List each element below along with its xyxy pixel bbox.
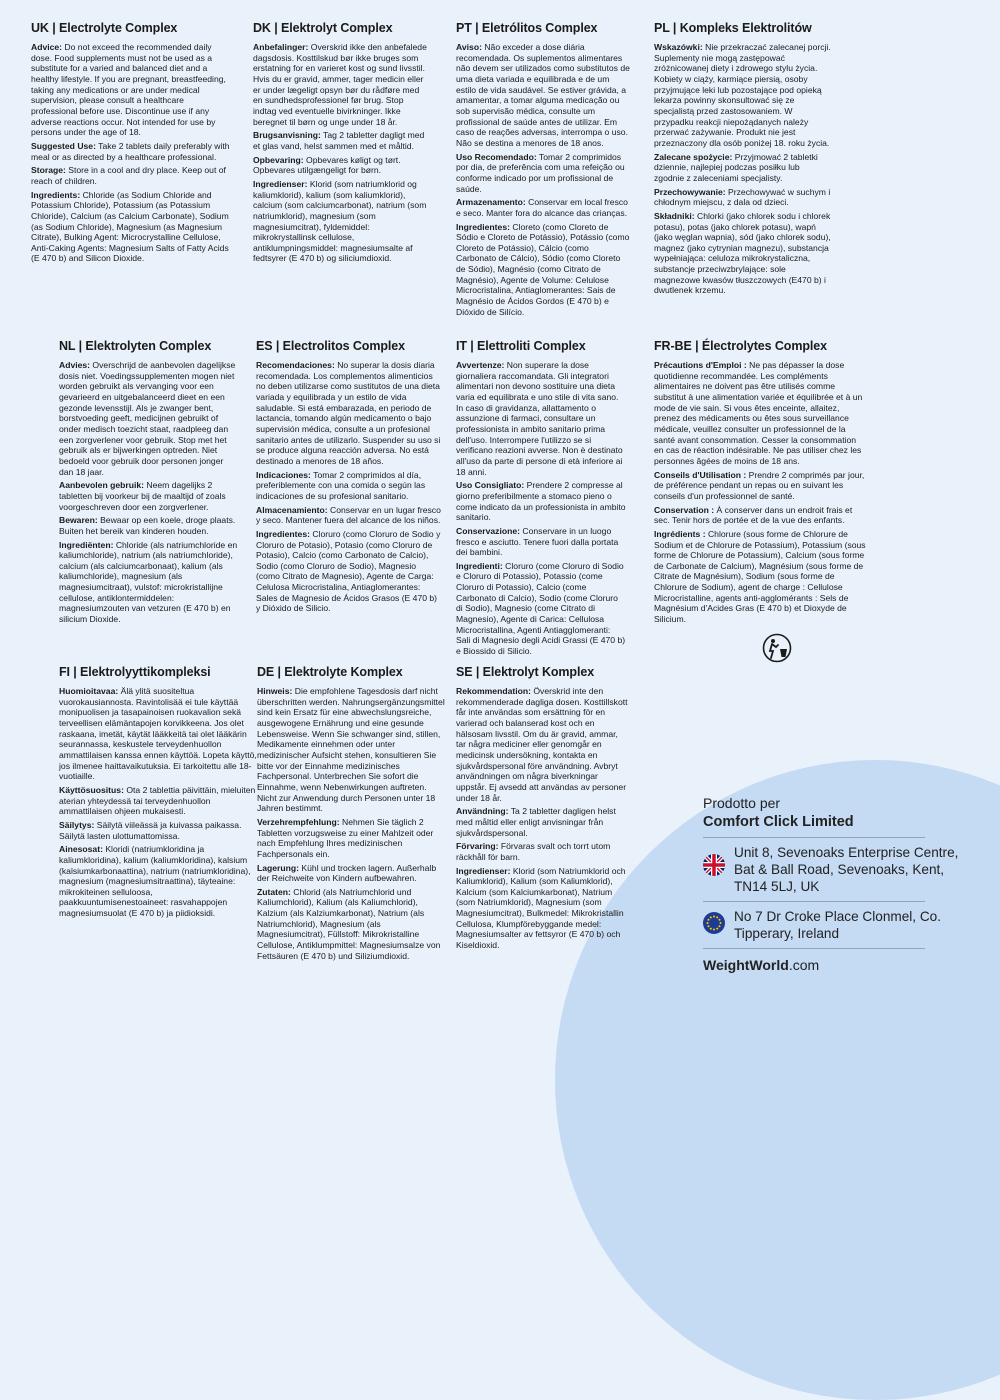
advice-paragraph: Rekommendation: Överskrid inte den rekommenderade dagliga dosen. Kosttillskott får inte användas som ersättning för en varierad och balanserad kost och en hälsosam livsstil. Om du är gravid, ammar, tar några mediciner eller genomgår en medicinsk undersökning, kontakta en sjukvårdspersonal före användning. Avbryt användningen om några biverkningar uppstår. Ej avsedd att användas av personer under 18 år.: [456, 686, 628, 803]
storage-paragraph: Conservation : À conserver dans un endroit frais et sec. Tenir hors de portée et de la vue des enfants.: [654, 504, 853, 526]
divider: [703, 901, 925, 902]
storage-paragraph: Förvaring: Förvaras svalt och torrt utom räckhåll för barn.: [456, 841, 611, 862]
ingredients-paragraph: Ainesosat: Kloridi (natriumkloridina ja kaliumkloridina), kalium (kaliumkloridina), kalsium (kalsiumkarbonaattina), natrium (natriumkloridina), magnesium (magnesiumsitraattina), täyteaine: mikrokiteinen selluloosa, paakkuuntumisenestoaineet: rasvahappojen magnesiumsuolat (E 470 b) ja piidioksidi.: [59, 844, 251, 919]
eu-flag-icon: [703, 912, 725, 934]
block-frbe: [654, 339, 866, 663]
ie-address: No 7 Dr Croke Place Clonmel, Co. Tipperary, Ireland: [734, 909, 941, 941]
storage-paragraph: Lagerung: Kühl und trocken lagern. Außerhalb der Reichweite von Kindern aufbewahren.: [257, 862, 437, 884]
use-paragraph: Aanbevolen gebruik: Neem dagelijks 2 tabletten bij voorkeur bij de maaltijd of zoals voorgeschreven door een zorgverlener.: [59, 480, 226, 512]
storage-paragraph: Säilytys: Säilytä viileässä ja kuivassa paikassa. Säilytä lasten ulottumattomissa.: [59, 819, 242, 841]
advice-paragraph: Advies: Overschrijd de aanbevolen dagelijkse dosis niet. Voedingssupplementen mogen niet worden gebruikt als vervanging voor een gevarieerd en uitgebalanceerd dieet en een gezonde levensstijl. Als je zwanger bent, borstvoeding geeft, medicijnen gebruikt of onder medisch toezicht staat, raadpleeg dan een zorgverlener voor gebruik. Stop met het gebruik als er bijwerkingen optreden. Niet bedoeld voor gebruik door personen jonger dan 18 jaar.: [59, 360, 236, 477]
ingredients-paragraph: Ingrediënten: Chloride (als natriumchloride en kaliumchloride), natrium (als natriumchloride), calcium (als calciumcarbonaat), kalium (als kaliumchloride), magnesium (als magnesiumcitraat), vulstof: microkristallijne cellulose, antiklontermiddelen: magnesiumzouten van vetzuren (E 470 b) en silicium Dioxide.: [59, 539, 238, 625]
producer-company: Comfort Click Limited: [703, 814, 854, 830]
use-paragraph: Uso Consigliato: Prendere 2 compresse al giorno preferibilmente a stomaco pieno o come indicato da un professionista in ambito sanitario.: [456, 480, 626, 523]
block-title: SE | Elektrolyt Komplex: [456, 665, 595, 679]
ingredients-paragraph: Składniki: Chlorki (jako chlorek sodu i chlorek potasu), potas (jako chlorek potasu), wapń (jako węglan wapnia), sód (jako chlorek sodu), magnez (jako cytrynian magnezu), substancja wypełniająca: celuloza mikrokrystaliczna, substancje przeciwzbrylające: sole magnezowe kwasów tłuszczowych (E470 b) i dwutlenek krzemu.: [654, 210, 831, 296]
block-title: DE | Elektrolyte Komplex: [257, 665, 403, 679]
block-title: UK | Electrolyte Complex: [31, 21, 178, 35]
producer-intro: Prodotto per: [703, 795, 781, 811]
use-paragraph: Käyttösuositus: Ota 2 tablettia päivittäin, mieluiten aterian yhteydessä tai terveydenhuollon ammattilaisen ohjeen mukaisesti.: [59, 784, 256, 817]
uk-address: Unit 8, Sevenoaks Enterprise Centre, Bat & Ball Road, Sevenoaks, Kent, TN14 5LJ, UK: [734, 845, 959, 894]
divider: [703, 837, 925, 838]
storage-paragraph: Armazenamento: Conservar em local fresco e seco. Manter fora do alcance das crianças.: [456, 197, 628, 218]
advice-paragraph: Advice: Do not exceed the recommended daily dose. Food supplements must not be used as a substitute for a varied and balanced diet and a healthy lifestyle. If you are pregnant, breastfeeding, taking any medications or are under medical supervision, please consult a healthcare professional before use. Discontinue use if any adverse reactions occur. Not intended for use by persons under the age of 18.: [31, 42, 226, 138]
ingredients-paragraph: Ingredienser: Klorid (som Natriumklorid och Kaliumklorid), Kalium (som Kaliumklorid), Kalcium (som Kalciumkarbonat), Natrium (som Natriumklorid), Magnesium (som Magnesiumcitrat), Bulkmedel: Mikrokristallin Cellulosa, Klumpförebyggande medel: Magnesiumsalter av fettsyror (E 470 b) och Kiseldioxid.: [456, 865, 626, 951]
ingredients-paragraph: Ingredienti: Cloruro (come Cloruro di Sodio e Cloruro di Potassio), Potassio (come Cloruro di Potassio), Calcio (come Carbonato di Calcio), Sodio (come Cloruro di Sodio), Magnesio (come Citrato di Magnesio), Agente di Carica: Cellulosa Microcristallina, Agenti Antiagglomeranti: Sali di Magnesio degli Acidi Grassi (E 470 b) e Biossido di Silicio.: [456, 560, 626, 657]
block-title: DK | Elektrolyt Complex: [253, 21, 393, 35]
advice-paragraph: Recomendaciones: No superar la dosis diaria recomendada. Los complementos alimenticios no deben utilizarse como sustitutos de una dieta variada y equilibrada y un estilo de vida saludable. Si está embarazada, en periodo de lactancia, tomando algún medicamento o bajo supervisión médica, consulte a un profesional sanitario antes de utilizarlo. Suspender su uso si se produce alguna reacción adversa. No está destinado a menores de 18 años.: [256, 360, 441, 466]
use-paragraph: Uso Recomendado: Tomar 2 comprimidos por dia, de preferência com uma refeição ou conforme indicado por um profissional de saúde.: [456, 151, 625, 194]
block-uk: [31, 21, 231, 267]
block-title: IT | Elettroliti Complex: [456, 339, 586, 353]
storage-paragraph: Conservazione: Conservare in un luogo fresco e asciutto. Tenere fuori dalla portata dei bambini.: [456, 525, 619, 558]
block-pt: [456, 21, 631, 320]
producer-info: [703, 795, 973, 973]
block-es: [256, 339, 441, 617]
recycle-person-icon: [762, 633, 792, 663]
block-dk: [253, 21, 428, 267]
storage-paragraph: Storage: Store in a cool and dry place. Keep out of reach of children.: [31, 165, 226, 186]
storage-paragraph: Opbevaring: Opbevares køligt og tørt. Opbevares utilgængeligt for børn.: [253, 154, 401, 176]
use-paragraph: Brugsanvisning: Tag 2 tabletter dagligt med et glas vand, helst sammen med et måltid.: [253, 130, 425, 151]
block-it: [456, 339, 626, 660]
block-de: [257, 665, 445, 964]
ie-address-row: [703, 908, 973, 942]
block-nl: [59, 339, 239, 628]
block-title: PT | Eletrólitos Complex: [456, 21, 598, 35]
divider: [703, 948, 925, 949]
advice-paragraph: Wskazówki: Nie przekraczać zalecanej porcji. Suplementy nie mogą zastępować zróżnicowanej diety i zdrowego stylu życia. Kobiety w ciąży, karmiące piersią, osoby przyjmujące leki lub pozostające pod opieką lekarza powinny skonsultować się ze specjalistą przed zastosowaniem. W przypadku reakcji niepożądanych należy przerwać zażywanie. Produkt nie jest przeznaczony dla osób poniżej 18. roku życia.: [654, 42, 831, 148]
ingredients-paragraph: Ingredienser: Klorid (som natriumklorid og kaliumklorid), kalium (som kaliumklorid), calcium (som calciumcarbonat), natrium (som natriumklorid), magnesium (som magnesiumcitrat), fyldemiddel: mikrokrystallinsk cellulose, antiklumpningsmiddel: magnesiumsalte af fedtsyrer (E 470 b) og siliciumdioxid.: [253, 178, 427, 264]
uk-flag-icon: [703, 854, 725, 876]
use-paragraph: Conseils d'Utilisation : Prendre 2 comprimés par jour, de préférence pendant un repas ou en suivant les conseils d'un professionnel de santé.: [654, 469, 865, 501]
block-title: FR-BE | Électrolytes Complex: [654, 339, 827, 353]
block-title: FI | Elektrolyyttikompleksi: [59, 665, 211, 679]
use-paragraph: Indicaciones: Tomar 2 comprimidos al día, preferiblemente con una comida o según las indicaciones de su profesional sanitario.: [256, 469, 426, 501]
advice-paragraph: Anbefalinger: Overskrid ikke den anbefalede dagsdosis. Kosttilskud bør ikke bruges som erstatning for en varieret kost og sund livsstil. Hvis du er gravid, ammer, tager medicin eller er under lægeligt opsyn bør du rådføre med en sundhedsprofessionel før brug. Stop indtag ved eventuelle bivirkninger. Ikke beregnet til børn og unge under 18 år.: [253, 42, 427, 127]
advice-paragraph: Précautions d'Emploi : Ne pas dépasser la dose quotidienne recommandée. Les compléments alimentaires ne doivent pas être utilisés comme substitut à une alimentation variée et équilibrée et à un mode de vie sain. Si vous êtes enceinte, allaitez, prenez des médicaments ou êtes sous surveillance médicale, veuillez consulter un professionnel de la santé avant consommation. Cesser la consommation en cas de réaction indésirable. Ne pas utiliser chez les personnes âgées de moins de 18 ans.: [654, 360, 863, 466]
ingredients-paragraph: Ingredientes: Cloruro (como Cloruro de Sodio y Cloruro de Potasio), Potasio (como Cloruro de Potasio), Calcio (como Carbonato de Calcio), Sodio (como Cloruro de Sodio), Magnesio (como Citrato de Magnesio), Agente de Carga: Celulosa Microcristalina, Antiaglomerantes: Sales de Magnesio de Ácidos Grasos (E 470 b) y Dióxido de Silicio.: [256, 528, 441, 614]
ingredients-paragraph: Ingredientes: Cloreto (como Cloreto de Sódio e Cloreto de Potássio), Potássio (como Cloreto de Potássio), Cálcio (como Carbonato de Cálcio), Sódio (como Cloreto de Sódio), Magnésio (como Citrato de Magnésio), Agente de Volume: Celulose Microcristalina, Antiaglomerantes: Sais de Magnésio de Ácidos Gordos (E 470 b) e Dióxido de Silício.: [456, 221, 630, 317]
block-title: ES | Electrolitos Complex: [256, 339, 405, 353]
use-paragraph: Zalecane spożycie: Przyjmować 2 tabletki dziennie, najlepiej podczas posiłku lub zgodnie z zaleceniami specjalisty.: [654, 151, 818, 183]
use-paragraph: Användning: Ta 2 tabletter dagligen helst med måltid eller enligt anvisningar från sjukvårdspersonal.: [456, 806, 616, 838]
ingredients-paragraph: Ingredients: Chloride (as Sodium Chloride and Potassium Chloride), Potassium (as Potassium Chloride), Calcium (as Calcium Carbonate), Sodium (as Sodium Chloride), Magnesium (as Magnesium Citrate), Bulking Agent: Microcrystalline Cellulose, Anti-Caking Agents: Magnesium Salts of Fatty Acids (E 470 b) and Silicon Dioxide.: [31, 189, 229, 264]
use-paragraph: Verzehrempfehlung: Nehmen Sie täglich 2 Tabletten vorzugsweise zu einer Mahlzeit oder nach Empfehlung Ihres medizinischen Fachpersonals ein.: [257, 816, 434, 859]
storage-paragraph: Bewaren: Bewaar op een koele, droge plaats. Buiten het bereik van kinderen houden.: [59, 515, 236, 536]
advice-paragraph: Huomioitavaa: Älä ylitä suositeltua vuorokausiannosta. Ravintolisää ei tule käyttää monipuolisen ja tasapainoisen ruokavalion sekä terveellisen elämäntapojen korvikkeena. Jos olet raskaana, imetät, käytät lääkkeitä tai olet lääkärin seurannassa, keskustele terveydenhuollon ammattilaisen kanssa ennen käyttöä. Lopeta käyttö, jos ilmenee haittavaikutuksia. Ei tarkoitettu alle 18-vuotiaille.: [59, 686, 257, 782]
advice-paragraph: Avvertenze: Non superare la dose giornaliera raccomandata. Gli integratori alimentari non devono sostituire una dieta varia ed equilibrata e uno stile di vita sano. In caso di gravidanza, allattamento o assunzione di farmaci, consultare un professionista in ambito sanitario prima dell'uso. Interrompere l'utilizzo se si verificano reazioni avverse. Non è destinato all'uso da parte di persone di età inferiore ai 18 anni.: [456, 360, 623, 477]
brand-website: WeightWorld.com: [703, 957, 820, 973]
use-paragraph: Suggested Use: Take 2 tablets daily preferably with meal or as directed by a healthcare professional.: [31, 140, 230, 162]
block-title: NL | Elektrolyten Complex: [59, 339, 212, 353]
ingredients-paragraph: Zutaten: Chlorid (als Natriumchlorid und Kaliumchlorid), Kalium (als Kaliumchlorid), Kalzium (als Kalziumkarbonat), Natrium (als Natriumchlorid), Magnesium (als Magnesiumcitrat), Füllstoff: Mikrokristalline Cellulose, Antiklumpmittel: Magnesiumsalze von Fettsäuren (E 470 b) und Siliziumdioxid.: [257, 886, 441, 961]
advice-paragraph: Hinweis: Die empfohlene Tagesdosis darf nicht überschritten werden. Nahrungsergänzungsmittel sind kein Ersatz für eine abwechslungsreiche, ausgewogene Ernährung und eine gesunde Lebensweise. Wenn Sie schwanger sind, stillen, Medikamente einnehmen oder unter medizinischer Aufsicht stehen, konsultieren Sie bitte vor der Einnahme medizinisches Fachpersonal. Unterbrechen Sie sofort die Einnahme, wenn Nebenwirkungen auftreten. Nicht zur Anwendung durch Personen unter 18 Jahren bestimmt.: [257, 686, 445, 814]
storage-paragraph: Przechowywanie: Przechowywać w suchym i chłodnym miejscu, z dala od dzieci.: [654, 186, 831, 208]
advice-paragraph: Aviso: Não exceder a dose diária recomendada. Os suplementos alimentares não devem ser utilizados como substitutos de uma dieta variada e equilibrada e de um estilo de vida saudável. Se estiver grávida, a amamentar, a tomar alguma medicação ou sob supervisão médica, consulte um profissional de saúde antes de utilizar. Em caso de reações adversas, interrompa o uso. Não se destina a menores de 18 anos.: [456, 42, 630, 148]
block-pl: [654, 21, 831, 299]
block-fi: [59, 665, 259, 922]
block-se: [456, 665, 628, 954]
ingredients-paragraph: Ingrédients : Chlorure (sous forme de Chlorure de Sodium et de Chlorure de Potassium), Potassium (sous forme de Chlorure de Potassium), Calcium (sous forme de Carbonate de Calcium), Magnésium (sous forme de Citrate de Magnésium), Sodium (sous forme de Chlorure de Sodium), agent de charge : Cellulose Microcristalline, agents anti-agglomérants : Sels de Magnésium d'Acides Gras (E 470 b) et Dioxyde de Silicium.: [654, 528, 866, 625]
block-title: PL | Kompleks Elektrolitów: [654, 21, 812, 35]
storage-paragraph: Almacenamiento: Conservar en un lugar fresco y seco. Mantener fuera del alcance de los niños.: [256, 504, 441, 526]
uk-address-row: [703, 844, 973, 895]
